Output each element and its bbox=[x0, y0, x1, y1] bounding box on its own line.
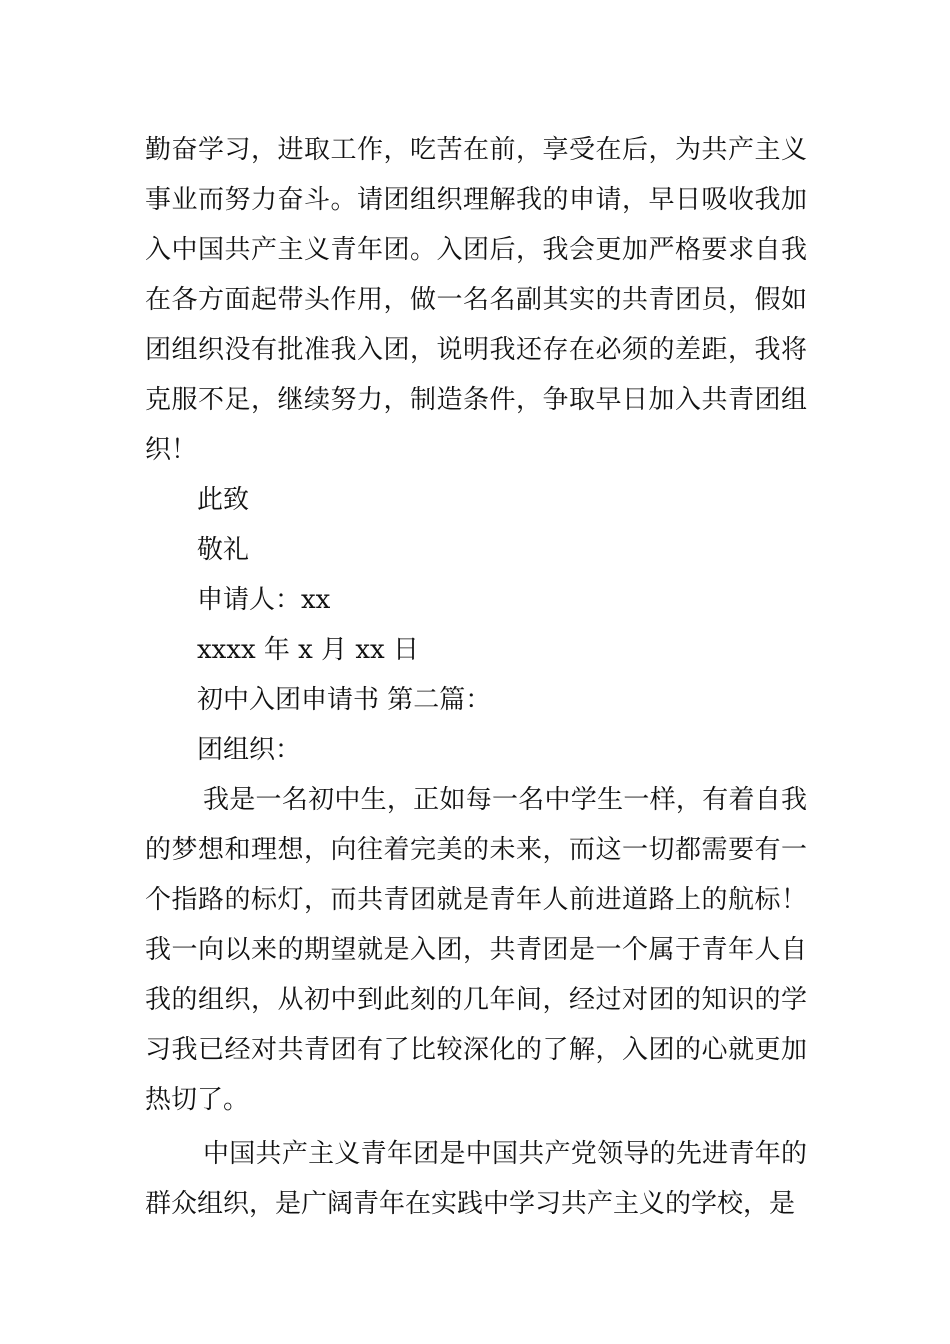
document-body bbox=[145, 125, 807, 1229]
closing-salutation-line-1: 此致 bbox=[197, 485, 250, 515]
section-heading-second-article: 初中入团申请书 第二篇： bbox=[197, 685, 492, 715]
paragraph-continuation: 勤奋学习，进取工作，吃苦在前，享受在后，为共产主义事业而努力奋斗。请团组织理解我的申请，早日吸收我加入中国共产主义青年团。入团后，我会更加严格要求自我在各方面起带头作用，做一名名副其实的共青团员，假如团组织没有批准我入团，说明我还存在必须的差距，我将克服不足，继续努力，制造条件，争取早日加入共青团组织！ bbox=[145, 135, 807, 465]
paragraph-introduction: 我是一名初中生，正如每一名中学生一样，有着自我的梦想和理想，向往着完美的未来，而这一切都需要有一个指路的标灯，而共青团就是青年人前进道路上的航标！我一向以来的期望就是入团，共青团是一个属于青年人自我的组织，从初中到此刻的几年间，经过对团的知识的学习我已经对共青团有了比较深化的了解，入团的心就更加热切了。 bbox=[145, 785, 807, 1115]
paragraph-league-description: 中国共产主义青年团是中国共产党领导的先进青年的群众组织，是广阔青年在实践中学习共产主义的学校，是 bbox=[145, 1139, 807, 1219]
closing-salutation-line-2: 敬礼 bbox=[197, 535, 250, 565]
applicant-signature: 申请人：xx bbox=[197, 585, 331, 615]
application-date: xxxx 年 x 月 xx 日 bbox=[197, 635, 419, 665]
addressee: 团组织： bbox=[197, 735, 302, 765]
